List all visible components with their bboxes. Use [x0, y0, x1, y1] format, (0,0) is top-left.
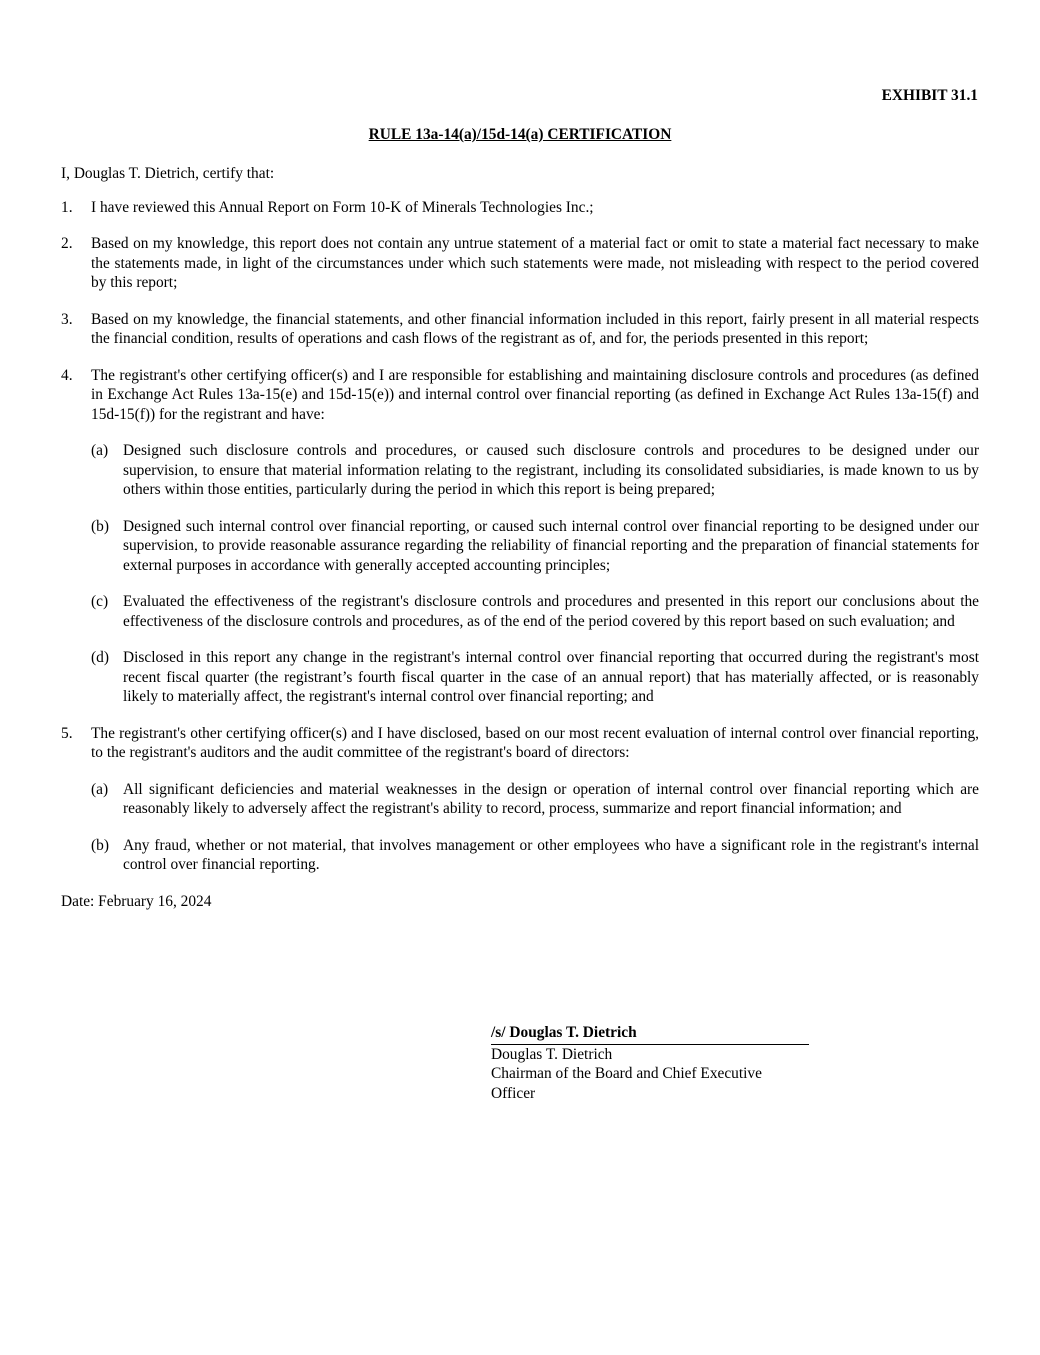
signature-block [491, 1023, 811, 1103]
item-text: The registrant's other certifying officer(s) and I have disclosed, based on our most recent evaluation of internal control over financial reporting, to the registrant's auditors and the audit committee of the registrant's board of directors: [91, 724, 979, 761]
certification-subitem-4b [91, 517, 979, 576]
certification-subitem-4d [91, 648, 979, 707]
signature-line: /s/ Douglas T. Dietrich [491, 1023, 809, 1045]
subitem-label: (d) [91, 649, 109, 666]
certification-item-2 [61, 234, 979, 293]
certification-date: Date: February 16, 2024 [61, 892, 212, 910]
certification-subitem-5a [91, 780, 979, 819]
subitem-text: Designed such internal control over financial reporting, or caused such internal control over financial reporting to be designed under our supervision, to provide reasonable assurance regarding the reliability of financial reporting and the preparation of financial statements for external purposes in accordance with generally accepted accounting principles; [123, 517, 979, 574]
subitem-label: (b) [91, 517, 109, 535]
item-number: 5. [61, 724, 73, 742]
certification-subitem-5b [91, 836, 979, 875]
signer-title-line-1: Chairman of the Board and Chief Executive [491, 1065, 762, 1082]
exhibit-number: EXHIBIT 31.1 [881, 87, 978, 104]
certification-item-3 [61, 310, 979, 349]
certification-subitem-4a [91, 441, 979, 500]
certification-item-4 [61, 366, 979, 425]
item-number: 3. [61, 310, 73, 328]
signer-name: Douglas T. Dietrich [491, 1045, 613, 1063]
subitem-text: Disclosed in this report any change in the registrant's internal control over financial reporting that occurred during the registrant's most recent fiscal quarter (the registrant’s fourth fiscal quarter in the case of an annual report) that has materially affected, or is reasonably likely to materially affect, the registrant's internal control over financial reporting; and [123, 649, 979, 705]
subitem-label: (a) [91, 442, 109, 459]
certification-item-1 [61, 198, 979, 218]
intro-statement: I, Douglas T. Dietrich, certify that: [61, 165, 275, 182]
certification-body [61, 164, 979, 911]
item-text: I have reviewed this Annual Report on Form 10-K of Minerals Technologies Inc.; [91, 198, 594, 216]
item-number: 1. [61, 198, 73, 216]
subitem-text: Evaluated the effectiveness of the registrant's disclosure controls and procedures and presented in this report our conclusions about the effectiveness of the disclosure controls and procedures, as of the end of the period covered by this report based on such evaluation; and [123, 593, 979, 630]
subitem-label: (b) [91, 836, 109, 854]
subitem-text: Designed such disclosure controls and procedures, or caused such disclosure controls and procedures to be designed under our supervision, to ensure that material information relating to the registrant, including its consolidated subsidiaries, is made known to us by others within those entities, particularly during the period in which this report is being prepared; [123, 442, 979, 498]
item-number: 2. [61, 235, 73, 252]
item-text: Based on my knowledge, the financial statements, and other financial information included in this report, fairly present in all material respects the financial condition, results of operations and cash flows of the registrant as of, and for, the periods presented in this report; [91, 310, 979, 347]
certification-subitem-4c [91, 592, 979, 631]
subitem-text: Any fraud, whether or not material, that involves management or other employees who have a significant role in the registrant's internal control over financial reporting. [123, 836, 979, 873]
item-number: 4. [61, 366, 73, 384]
item-text: Based on my knowledge, this report does not contain any untrue statement of a material fact or omit to state a material fact necessary to make the statements made, in light of the circumstances under which such statements were made, not misleading with respect to the period covered by this report; [91, 235, 979, 291]
signer-title-line-2: Officer [491, 1084, 536, 1102]
subitem-label: (a) [91, 780, 109, 798]
certification-item-5 [61, 724, 979, 763]
certification-title: RULE 13a-14(a)/15d-14(a) CERTIFICATION [368, 126, 672, 143]
subitem-label: (c) [91, 593, 109, 610]
item-text: The registrant's other certifying officer(s) and I are responsible for establishing and maintaining disclosure controls and procedures (as defined in Exchange Act Rules 13a-15(e) and 15d-15(e)) and internal control over financial reporting (as defined in Exchange Act Rules 13a-15(f) and 15d-15(f)) for the registrant and have: [91, 366, 979, 423]
subitem-text: All significant deficiencies and material weaknesses in the design or operation of internal control over financial reporting which are reasonably likely to adversely affect the registrant's ability to record, process, summarize and report financial information; and [123, 780, 979, 817]
